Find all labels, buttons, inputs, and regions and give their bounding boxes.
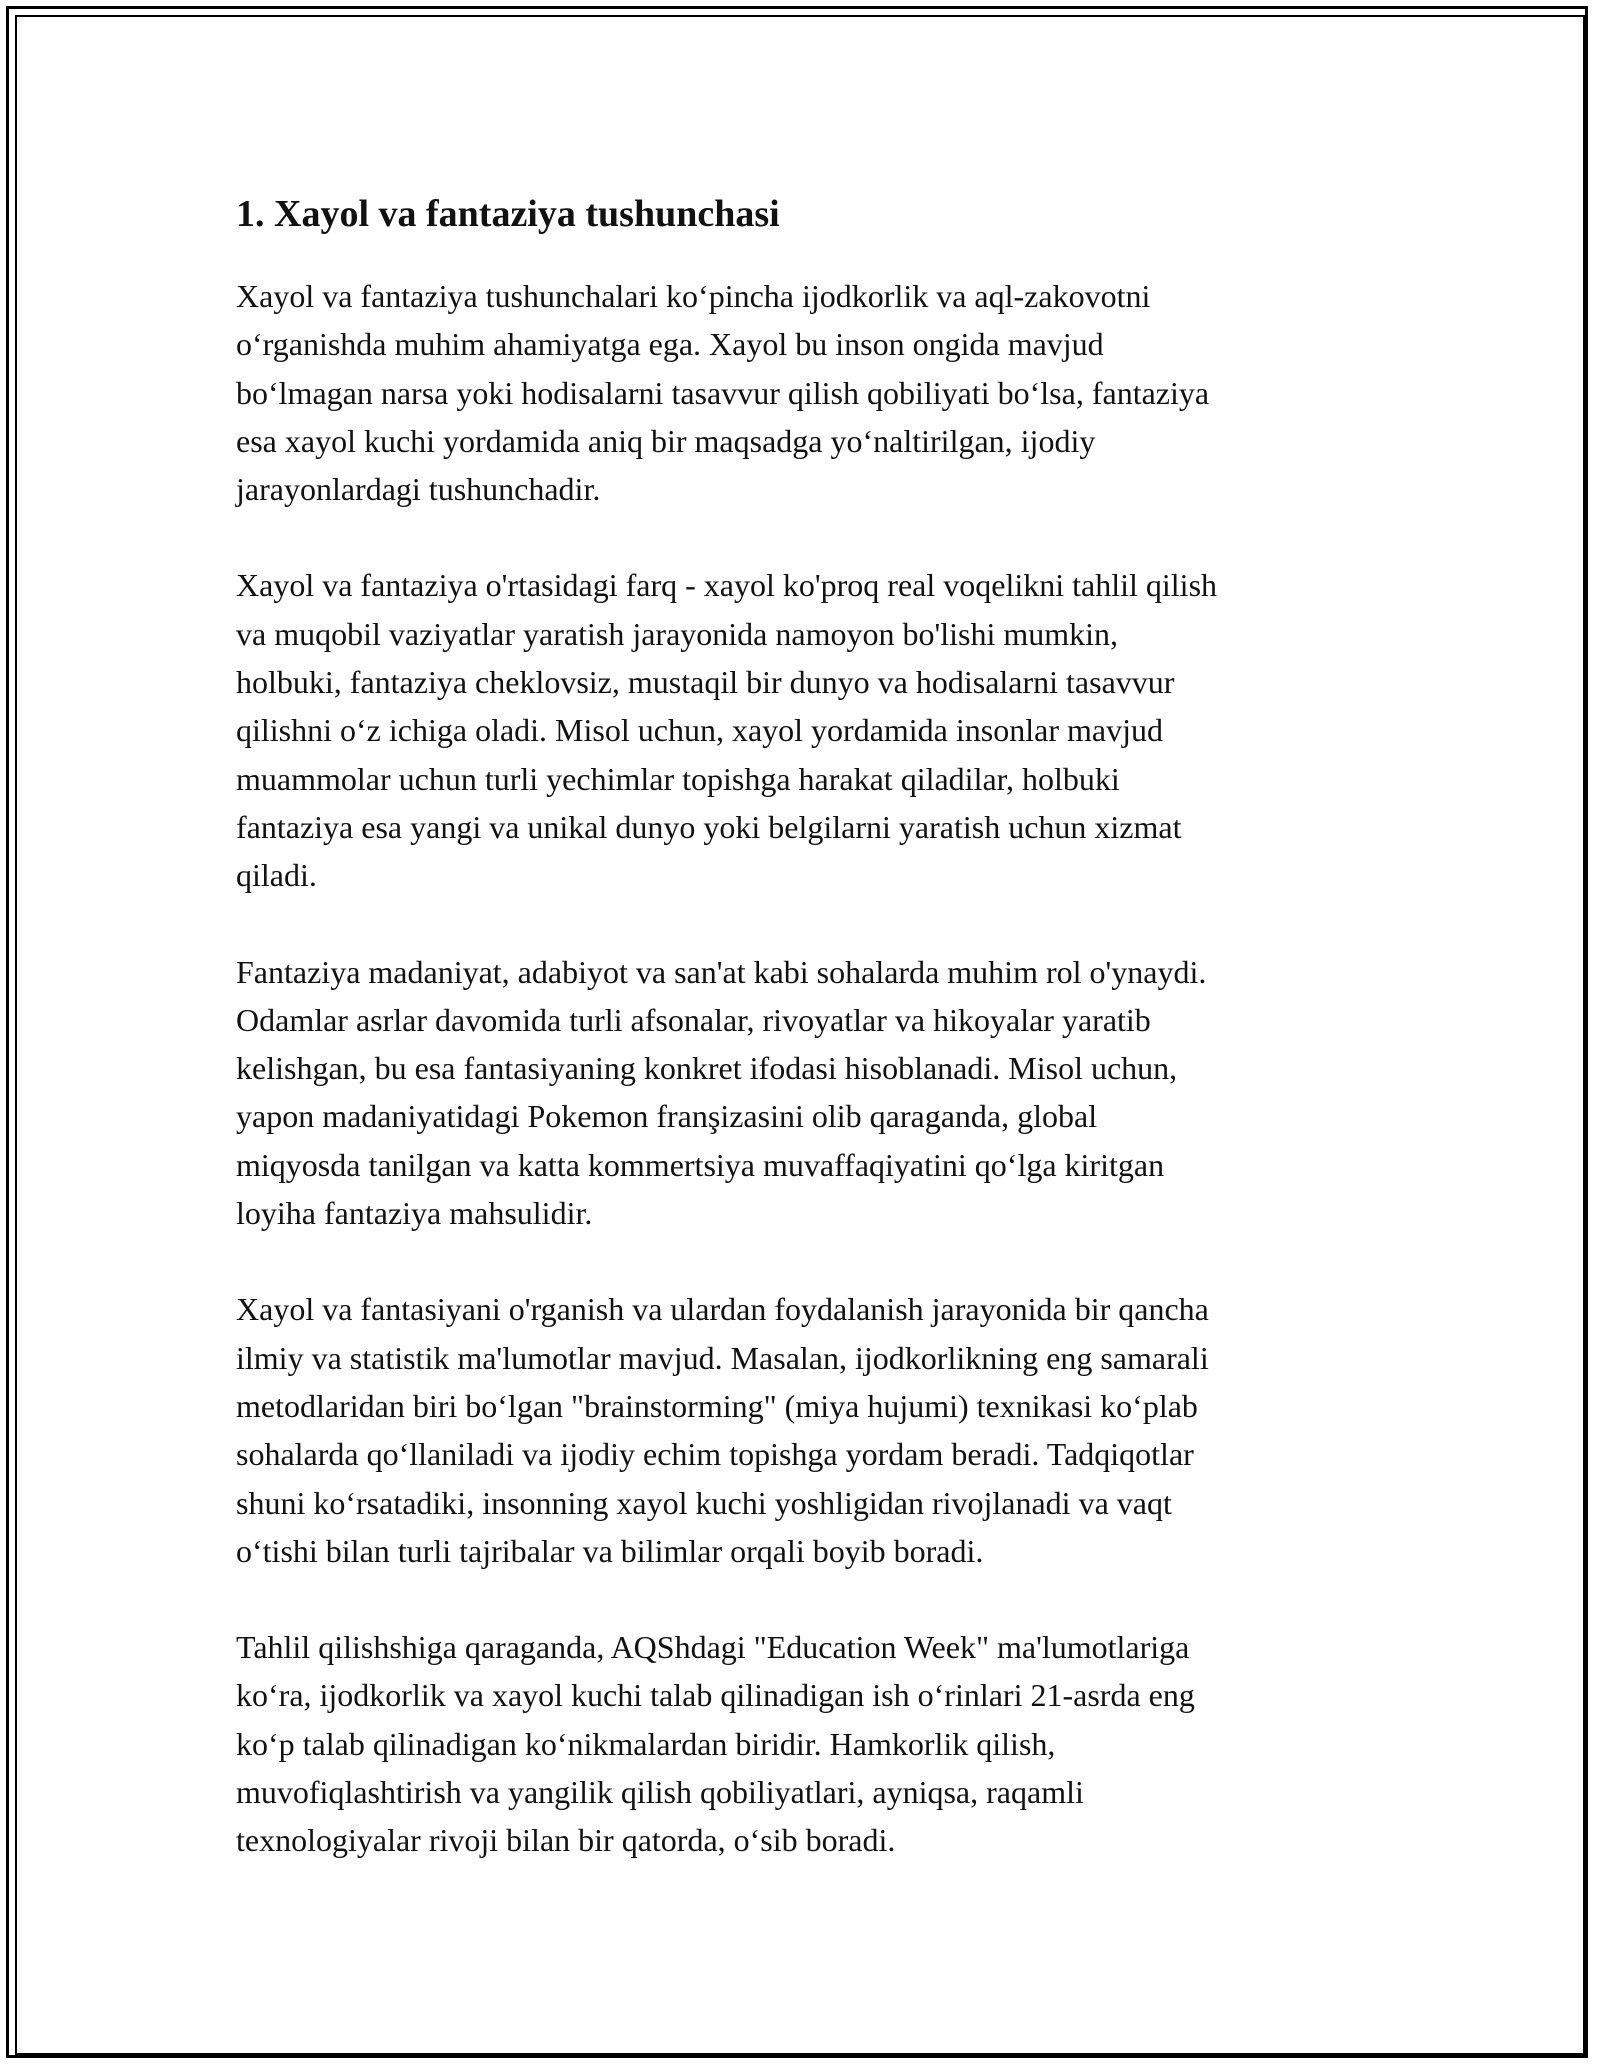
paragraph-line: texnologiyalar rivoji bilan bir qatorda, oʻsib boradi. — [236, 1822, 896, 1859]
paragraph-line: shuni koʻrsatadiki, insonning xayol kuchi yoshligidan rivojlanadi va vaqt — [236, 1484, 1172, 1521]
section-heading: 1. Xayol va fantaziya tushunchasi — [236, 193, 780, 235]
paragraph-line: esa xayol kuchi yordamida aniq bir maqsadga yoʻnaltirilgan, ijodiy — [236, 422, 1096, 459]
paragraph-line: metodlaridan biri boʻlgan "brainstorming" (miya hujumi) texnikasi koʻplab — [236, 1387, 1198, 1424]
paragraph-line: muammolar uchun turli yechimlar topishga harakat qiladilar, holbuki — [236, 760, 1120, 797]
paragraph-line: qilishni oʻz ichiga oladi. Misol uchun, xayol yordamida insonlar mavjud — [236, 712, 1163, 749]
paragraph-line: ilmiy va statistik ma'lumotlar mavjud. Masalan, ijodkorlikning eng samarali — [236, 1339, 1209, 1376]
paragraph-line: muvofiqlashtirish va yangilik qilish qobiliyatlari, ayniqsa, raqamli — [236, 1774, 1084, 1811]
paragraph-container — [236, 272, 1366, 1865]
paragraph — [236, 1285, 1366, 1575]
paragraph-line: Fantaziya madaniyat, adabiyot va san'at kabi sohalarda muhim rol o'ynaydi. — [236, 953, 1207, 990]
paragraph-line: koʻp talab qilinadigan koʻnikmalardan biridir. Hamkorlik qilish, — [236, 1725, 1056, 1762]
paragraph-line: kelishgan, bu esa fantasiyaning konkret ifodasi hisoblanadi. Misol uchun, — [236, 1050, 1178, 1087]
paragraph-line: va muqobil vaziyatlar yaratish jarayonida namoyon bo'lishi mumkin, — [236, 615, 1119, 652]
paragraph-line: oʻtishi bilan turli tajribalar va bilimlar orqali boyib boradi. — [236, 1532, 984, 1569]
paragraph-line: boʻlmagan narsa yoki hodisalarni tasavvur qilish qobiliyati boʻlsa, fantaziya — [236, 374, 1210, 411]
paragraph-line: Tahlil qilishshiga qaraganda, AQShdagi "Education Week" ma'lumotlariga — [236, 1629, 1190, 1666]
paragraph-line: fantaziya esa yangi va unikal dunyo yoki belgilarni yaratish uchun xizmat — [236, 808, 1182, 845]
paragraph — [236, 1623, 1366, 1864]
paragraph-line: Xayol va fantaziya o'rtasidagi farq - xayol ko'proq real voqelikni tahlil qilish — [236, 567, 1218, 604]
paragraph-line: holbuki, fantaziya cheklovsiz, mustaqil bir dunyo va hodisalarni tasavvur — [236, 664, 1175, 701]
paragraph-line: jarayonlardagi tushunchadir. — [236, 471, 601, 508]
paragraph-line: yapon madaniyatidagi Pokemon franşizasini olib qaraganda, global — [236, 1098, 1098, 1135]
paragraph-line: sohalarda qoʻllaniladi va ijodiy echim topishga yordam beradi. Tadqiqotlar — [236, 1436, 1194, 1473]
paragraph-line: loyiha fantaziya mahsulidir. — [236, 1195, 593, 1232]
paragraph-line: Xayol va fantasiyani o'rganish va ulardan foydalanish jarayonida bir qancha — [236, 1291, 1209, 1328]
paragraph — [236, 561, 1366, 899]
paragraph-line: Odamlar asrlar davomida turli afsonalar, rivoyatlar va hikoyalar yaratib — [236, 1001, 1151, 1038]
paragraph-line: miqyosda tanilgan va katta kommertsiya muvaffaqiyatini qoʻlga kiritgan — [236, 1146, 1165, 1183]
paragraph-line: Xayol va fantaziya tushunchalari koʻpincha ijodkorlik va aql-zakovotni — [236, 278, 1151, 314]
paragraph — [236, 272, 1366, 513]
document-body — [236, 188, 1366, 1913]
paragraph-line: oʻrganishda muhim ahamiyatga ega. Xayol bu inson ongida mavjud — [236, 326, 1104, 363]
paragraph-line: qiladi. — [236, 857, 317, 894]
paragraph — [236, 948, 1366, 1238]
paragraph-line: koʻra, ijodkorlik va xayol kuchi talab qilinadigan ish oʻrinlari 21-asrda eng — [236, 1677, 1195, 1714]
